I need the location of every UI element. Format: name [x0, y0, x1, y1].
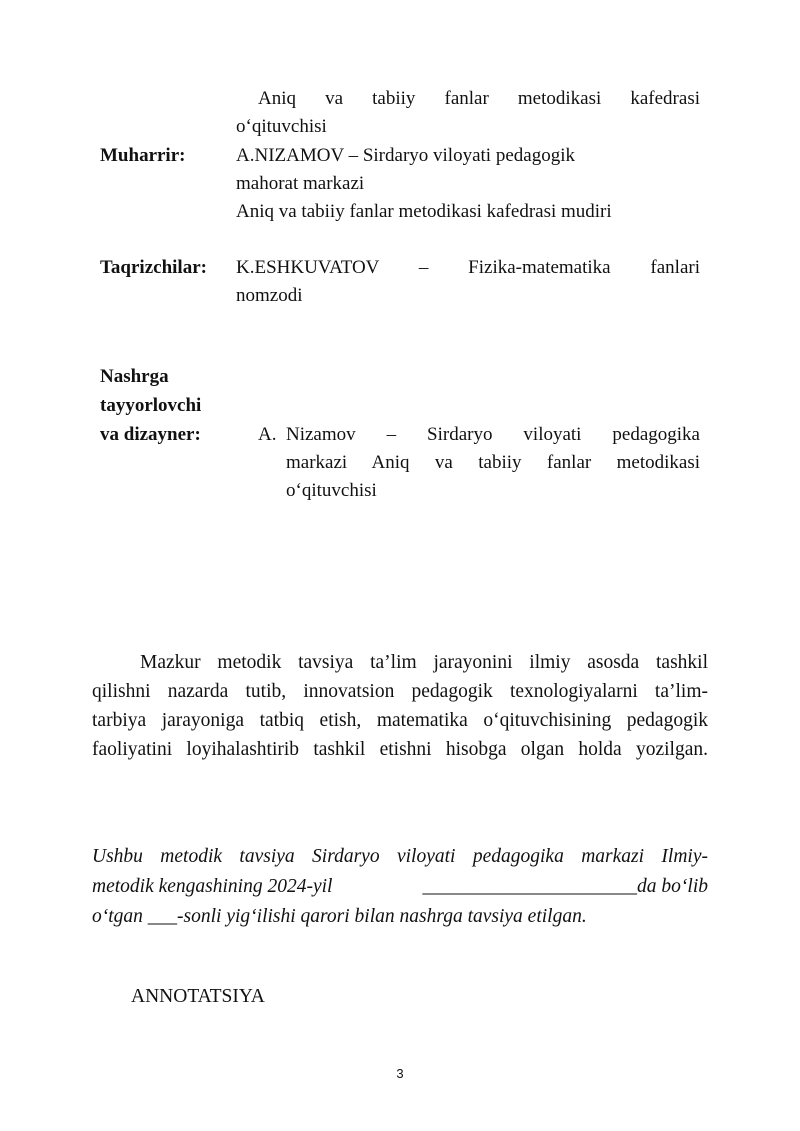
approval-line-2: [92, 872, 708, 902]
designer-position-line: o‘qituvchisi: [286, 480, 377, 501]
reviewers-label: Taqrizchilar:: [100, 257, 207, 278]
reviewer-name-line: K.ESHKUVATOV – Fizika-matematika fanlari: [236, 257, 700, 278]
designer-name-line: Nizamov – Sirdaryo viloyati pedagogika: [286, 424, 700, 445]
reviewer-degree-line: nomzodi: [236, 285, 303, 306]
editor-name-line: A.NIZAMOV – Sirdaryo viloyati pedagogik: [236, 145, 575, 166]
annotation-heading: ANNOTATSIYA: [131, 986, 265, 1007]
approval-line-2-end: [423, 872, 708, 902]
editor-affiliation-line1: Aniq va tabiiy fanlar metodikasi kafedrasi: [258, 88, 700, 109]
approval-line-2-start: metodik kengashining 2024-yil: [92, 876, 333, 897]
editor-org-line: mahorat markazi: [236, 173, 365, 194]
editor-affiliation-line2: o‘qituvchisi: [236, 116, 327, 137]
designer-org-line: markazi Aniq va tabiiy fanlar metodikasi: [286, 452, 700, 473]
summary-line-2: qilishni nazarda tutib, innovatsion pedagogik texnologiyalarni ta’lim-: [92, 681, 708, 702]
designer-label-line2: tayyorlovchi: [100, 395, 202, 416]
summary-line-1: Mazkur metodik tavsiya ta’lim jarayonini ilmiy asosda tashkil: [140, 652, 708, 673]
summary-line-3: tarbiya jarayoniga tatbiq etish, matematika o‘qituvchisining pedagogik: [92, 710, 708, 731]
approval-date-blank: ______________________: [422, 876, 638, 897]
approval-line-1: Ushbu metodik tavsiya Sirdaryo viloyati pedagogika markazi Ilmiy-: [92, 846, 708, 867]
editor-position-line: Aniq va tabiiy fanlar metodikasi kafedrasi mudiri: [236, 201, 612, 222]
designer-list-marker: A.: [258, 424, 277, 445]
designer-label-line1: Nashrga: [100, 366, 169, 387]
approval-line-3: o‘tgan ___-sonli yig‘ilishi qarori bilan nashrga tavsiya etilgan.: [92, 906, 587, 927]
page-number: 3: [396, 1066, 404, 1081]
approval-line-2-suffix: da bo‘lib: [637, 876, 708, 897]
designer-label-line3: va dizayner:: [100, 424, 201, 445]
editor-label: Muharrir:: [100, 145, 186, 166]
summary-line-4: faoliyatini loyihalashtirib tashkil etishni hisobga olgan holda yozilgan.: [92, 739, 708, 760]
